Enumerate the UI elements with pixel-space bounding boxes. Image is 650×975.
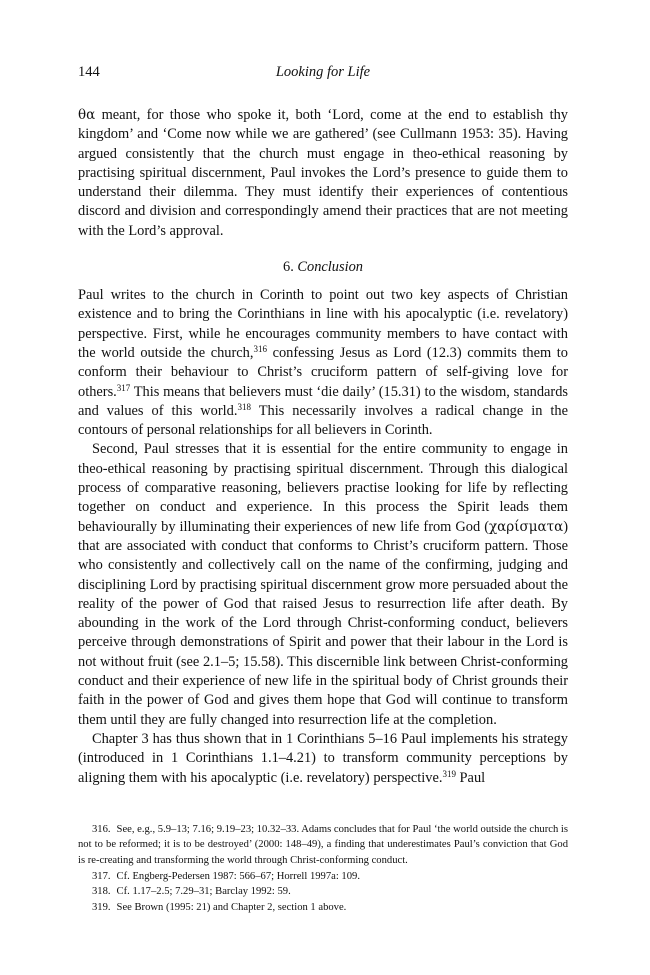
paragraph-3 — [78, 440, 568, 729]
footnote-ref-318[interactable]: 318 — [237, 401, 251, 412]
section-heading — [78, 259, 568, 276]
paragraph-2-text-a: Paul writes to the church in Corinth to point out two key aspects of Christian existence and to bring the Corinthians in line with his apocalyptic (i.e. revelatory) perspective. First, while he encourages community members to have contact with the world outside the church, — [78, 287, 568, 361]
footnote-number: 319. — [92, 901, 111, 913]
book-page — [78, 64, 568, 915]
footnote-ref-317[interactable]: 317 — [116, 382, 131, 393]
footnote-319 — [78, 900, 568, 916]
footnote-ref-319[interactable]: 319 — [442, 768, 456, 779]
paragraph-4-text-a: Chapter 3 has thus shown that in 1 Corinthians 5–16 Paul implements his strategy (introduced in 1 Corinthians 1.1–4.21) to transform community perceptions by aligning them with his apocalyptic (i.e. revelatory) perspective. — [78, 730, 568, 786]
footnote-text: Cf. Engberg-Pedersen 1987: 566–67; Horrell 1997a: 109. — [116, 870, 360, 882]
paragraph-2-text-c: This means that believers must ‘die daily’ (15.31) to the wisdom, standards and values of this world. — [78, 383, 568, 419]
footnote-number: 317. — [92, 870, 111, 882]
paragraph-1-text: meant, for those who spoke it, both ‘Lord, come at the end to establish thy kingdom’ and ‘Come now while we are gathered’ (see Cullmann 1953: 35). Having argued consistently that the church must engage in theo-ethical reasoning by practising spiritual discernment, Paul invokes the Lord’s presence to guide them to understand their dilemma. They must identify their experiences of contentious discord and division and correspondingly amend their practices that are not meeting with the Lord’s approval. — [78, 107, 568, 239]
footnote-316 — [78, 822, 568, 869]
paragraph-1 — [78, 106, 568, 241]
greek-word: χαρίσματα — [488, 518, 564, 535]
paragraph-2-text-d: This necessarily involves a radical change in the contours of personal relationships for all believers in Corinth. — [78, 402, 568, 439]
running-title: Looking for Life — [275, 64, 371, 80]
section-number: 6. — [283, 259, 294, 276]
footnote-number: 316. — [92, 823, 111, 835]
paragraph-4-text-b: Paul — [455, 769, 486, 786]
page-header — [78, 64, 568, 86]
footnote-318 — [78, 884, 568, 900]
footnote-317 — [78, 869, 568, 885]
page-number: 144 — [78, 64, 100, 80]
footnote-text: Cf. 1.17–2.5; 7.29–31; Barclay 1992: 59. — [116, 886, 291, 898]
paragraph-3-text-b: ) that are associated with conduct that conforms to Christ’s cruciform pattern. Those who consistently and collectively call on the name of the confirming, judging and disciplining Lord by practising spiritual discernment grow more persuaded about the reality of the power of God that raised Jesus to resurrection life after death. By abounding in the work of the Lord through Christ-conforming conduct, believers perceive through demonstrations of Spirit and power that their labour in the Lord is not without fruit (see 2.1–5; 15.58). This discernible link between Christ-conforming conduct and their experience of new life in the spiritual body of Christ grounds their faith in the power of God and gives them hope that God will continue to transform them until they are fully changed into resurrection life at the completion. — [78, 518, 568, 728]
footnote-ref-316[interactable]: 316 — [253, 343, 267, 354]
paragraph-2-text-b: confessing Jesus as Lord (12.3) commits them to conform their behaviour to Christ’s cruciform pattern of self-giving love for others. — [78, 344, 568, 400]
footnote-text: See, e.g., 5.9–13; 7.16; 9.19–23; 10.32–33. Adams concludes that for Paul ‘the world outside the church is not to be reformed; it is to be destroyed’ (2000: 148–49), a finding that underestimates Paul’s conviction that God is re-creating and transforming the world through Christ-conforming conduct. — [78, 823, 568, 866]
main-text — [78, 106, 568, 788]
paragraph-4 — [78, 730, 568, 788]
greek-word: θα — [78, 107, 96, 123]
footnotes — [78, 822, 568, 916]
footnote-text: See Brown (1995: 21) and Chapter 2, section 1 above. — [116, 901, 347, 913]
paragraph-2 — [78, 286, 568, 440]
section-title: Conclusion — [297, 259, 363, 276]
paragraph-3-text-a: Second, Paul stresses that it is essential for the entire community to engage in theo-ethical reasoning by practising spiritual discernment. Through this dialogical process of comparative reasoning, believers practise looking for life by reflecting together on conduct and experience. In this process the Spirit leads them behaviourally by illuminating their experiences of new life from God ( — [78, 441, 568, 535]
footnote-number: 318. — [92, 886, 111, 898]
